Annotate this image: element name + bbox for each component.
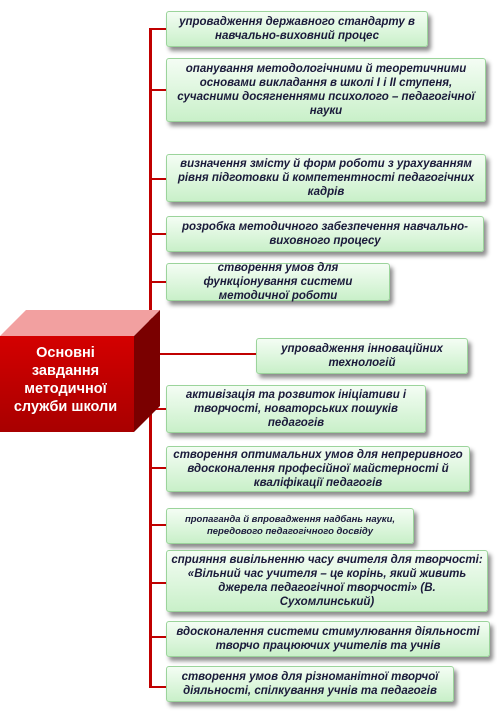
task-box: створення умов для різноманітної творчої діяльності, спілкування учнів та педагогів — [166, 666, 454, 702]
branch-7 — [149, 467, 167, 469]
task-box: створення оптимальних умов для непреривного вдосконалення професійної майстерності й кваліфікації педагогів — [166, 446, 470, 492]
branch-10 — [149, 636, 167, 638]
branch-5 — [160, 353, 257, 355]
task-box: упровадження державного стандарту в навчально-виховний процес — [166, 11, 428, 47]
branch-1 — [149, 89, 167, 91]
branch-2 — [149, 178, 167, 180]
branch-4 — [149, 281, 167, 283]
branch-11 — [149, 686, 167, 688]
task-box: сприяння вивільненню часу вчителя для творчості: «Вільний час учителя – це корінь, який живить джерела педагогічної творчості» (В. Сухомлинський) — [166, 550, 488, 612]
center-label: Основні завдання методичної служби школи — [13, 345, 118, 415]
cube-top-face — [0, 310, 160, 336]
branch-0 — [149, 28, 167, 30]
branch-8 — [149, 524, 167, 526]
task-box: активізація та розвиток ініціативи і творчості, новаторських пошуків педагогів — [166, 385, 426, 433]
task-box: опанування методологічними й теоретичними основами викладання в школі І і ІІ ступеня, сучасними досягненнями психолого – педагогічної науки — [166, 58, 486, 122]
task-box: вдосконалення системи стимулювання діяльності творчо працюючих учителів та учнів — [166, 621, 490, 657]
task-box: розробка методичного забезпечення навчально-виховного процесу — [166, 216, 484, 252]
task-box: упровадження інноваційних технологій — [256, 338, 468, 374]
branch-3 — [149, 233, 167, 235]
task-box: пропаганда й впровадження надбань науки, передового педагогічного досвіду — [166, 508, 414, 544]
task-box: визначення змісту й форм роботи з урахуванням рівня підготовки й компетентності педагогічних кадрів — [166, 154, 486, 202]
branch-9 — [149, 582, 167, 584]
task-box: створення умов для функціонування системи методичної роботи — [166, 263, 390, 301]
